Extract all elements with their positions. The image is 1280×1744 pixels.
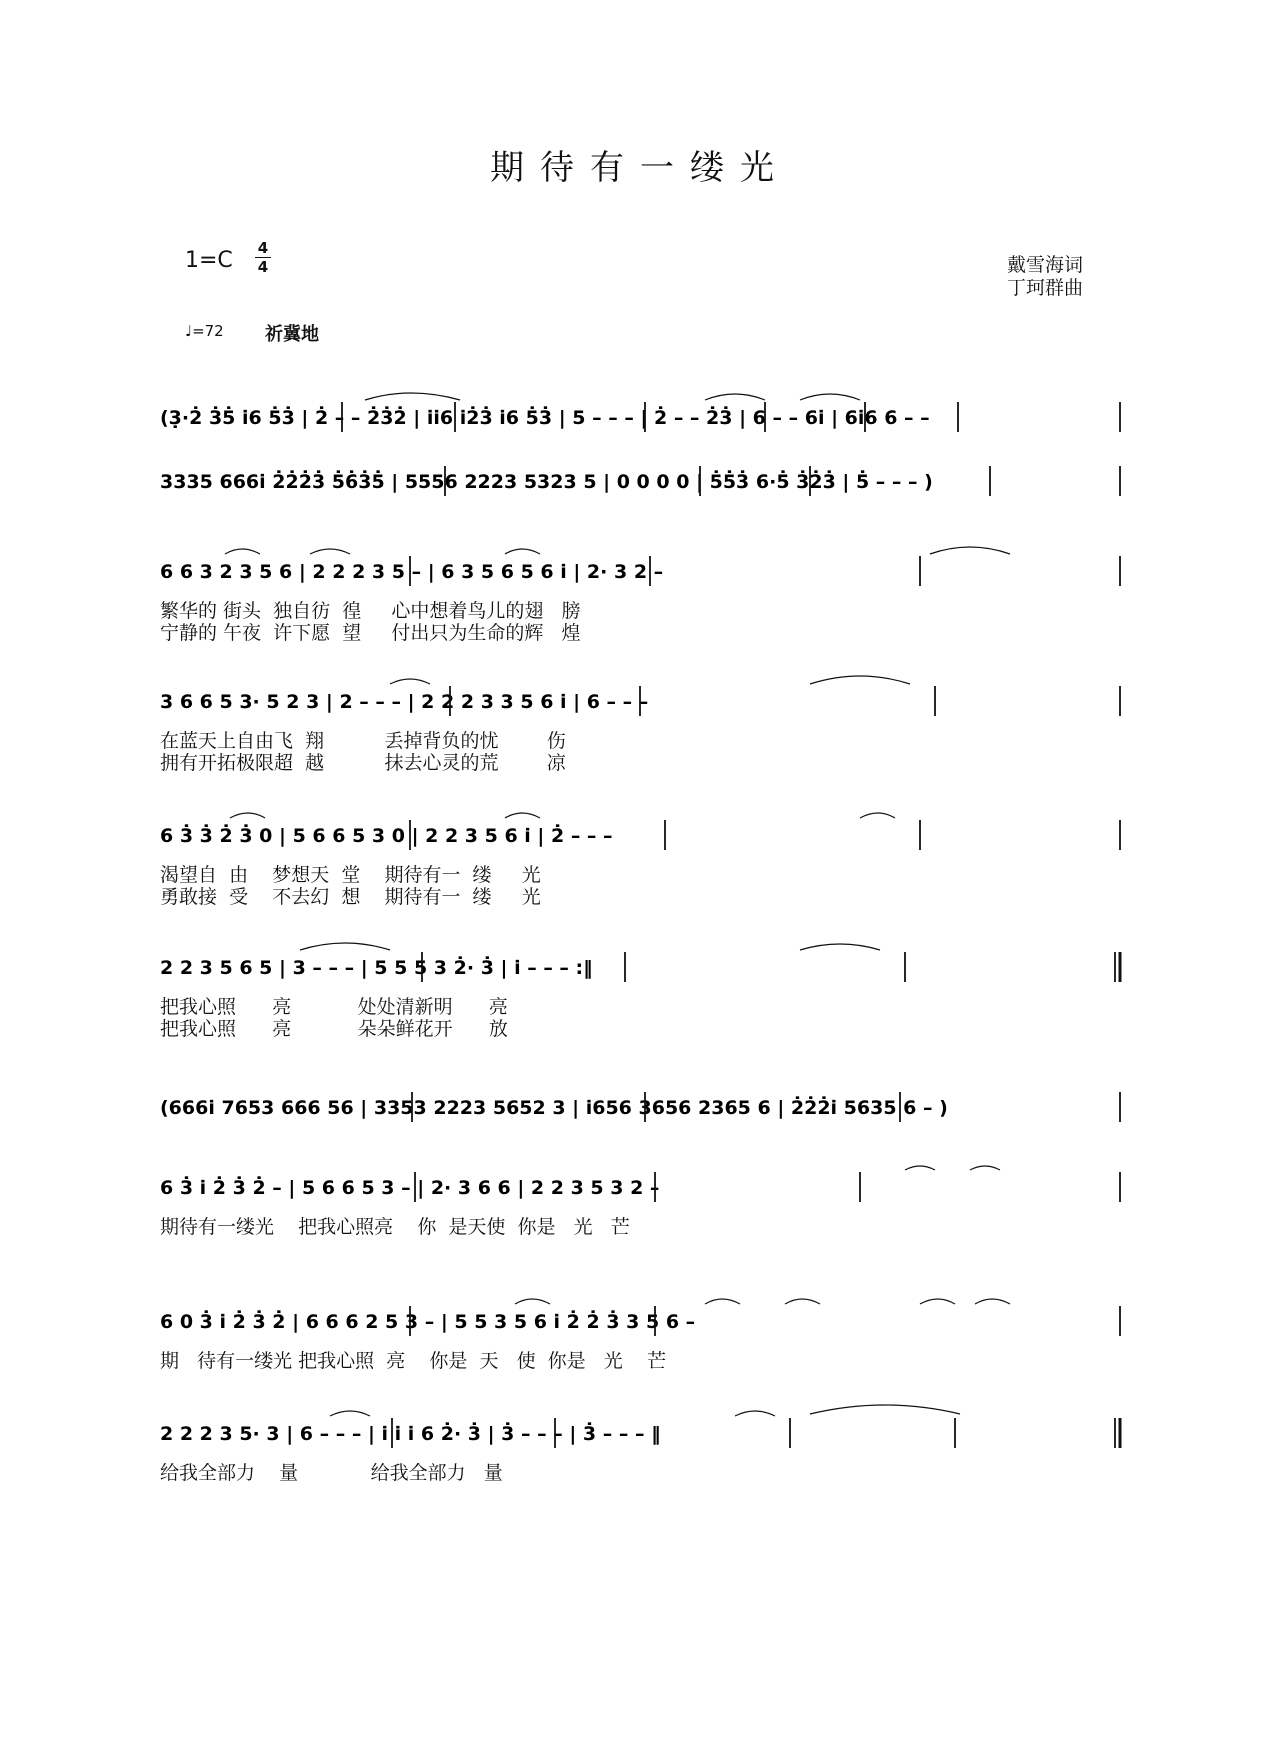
- notation-row-5-svg: [160, 820, 1120, 854]
- slur: [735, 1411, 775, 1416]
- slur: [365, 393, 460, 400]
- time-signature: [255, 240, 271, 275]
- time-signature-bottom: 4: [257, 258, 269, 276]
- notation-row-4-svg: [160, 686, 1120, 720]
- notation-row-4-text: 3 6 6 5 3· 5 2 3 | 2 – – – | 2 2 2 3 3 5 6 i̇ | 6 – – –: [160, 691, 649, 713]
- notation-row-4: [160, 686, 1120, 720]
- notation-row-3-svg: [160, 556, 1120, 590]
- lyric-line: 渴望自 由 梦想天 堂 期待有一 缕 光: [160, 864, 541, 886]
- lyric-line: 宁静的 午夜 许下愿 望 付出只为生命的辉 煌: [160, 622, 581, 644]
- slur: [930, 547, 1010, 554]
- notation-row-7-svg: [160, 1092, 1120, 1126]
- notation-row-3: [160, 556, 1120, 590]
- notation-row-9-text: 6 0 3̇ i̇ 2̇ 3̇ 2̇ | 6 6 6 2 5 3 – | 5 5 3 5 6 i̇ 2̇ 2̇ 3̇ 3 5 6 –: [160, 1311, 696, 1333]
- notation-row-9-svg: [160, 1306, 1120, 1340]
- notation-row-7-text: (666i̇ 7653 666 56 | 3353 2223 5652 3 | i̇656 3656 2365 6 | 2̇2̇2̇i̇ 5635 6 – ): [160, 1097, 948, 1119]
- lyric-line: 把我心照 亮 朵朵鲜花开 放: [160, 1018, 508, 1040]
- notation-row-10: [160, 1418, 1120, 1452]
- slur: [300, 943, 390, 950]
- lyric-line: 拥有开拓极限超 越 抹去心灵的荒 凉: [160, 752, 566, 774]
- notation-row-1-text: (3̣·2̇ 3̇5̇ i̇6 5̇3̇ | 2̇ – – 2̇3̇2̇ | i̇i̇6 i̇2̇3̇ i̇6 5̇3̇ | 5 – – – | 2̇ – – 2̇3̇ | 6 – – 6i̇ | 6i̇6 6 – –: [160, 407, 930, 429]
- slur: [785, 1299, 820, 1304]
- notation-row-9: [160, 1306, 1120, 1340]
- lyric-line: 给我全部力 量 给我全部力 量: [160, 1462, 503, 1484]
- lyric-line: 繁华的 街头 独自彷 徨 心中想着鸟儿的翅 膀: [160, 600, 581, 622]
- slur: [505, 549, 540, 554]
- slur: [390, 679, 430, 684]
- notation-row-6: [160, 952, 1120, 986]
- notation-row-8: [160, 1172, 1120, 1206]
- slur: [905, 1166, 935, 1170]
- song-title: 期待有一缕光: [490, 148, 790, 188]
- expression-mark: 祈冀地: [265, 324, 319, 345]
- notation-row-10-svg: [160, 1418, 1120, 1452]
- slur: [860, 813, 895, 818]
- tie: [810, 1405, 960, 1414]
- notation-row-2: [160, 466, 1120, 500]
- slur: [920, 1299, 955, 1304]
- lyric-line: 期 待有一缕光 把我心照 亮 你是 天 使 你是 光 芒: [160, 1350, 666, 1372]
- lyric-line: 期待有一缕光 把我心照亮 你 是天使 你是 光 芒: [160, 1216, 630, 1238]
- slur: [800, 944, 880, 950]
- notation-row-7: [160, 1092, 1120, 1126]
- notation-row-3-text: 6 6 3 2 3 5 6 | 2 2 2 3 5 – | 6 3 5 6 5 6 i̇ | 2· 3 2 –: [160, 561, 664, 583]
- slur: [970, 1166, 1000, 1170]
- lyricist-credit: 戴雪海词: [1006, 254, 1083, 276]
- slur: [225, 549, 260, 554]
- notation-row-2-text: 3335 666i̇ 2̇2̇2̇3̇ 5̇6̇3̇5̇ | 5556 2223 5323 5 | 0 0 0 0 | 5̇5̇3̇ 6·5̇ 3̇2̇3̇ | 5̇ – – – ): [160, 471, 933, 493]
- notation-row-2-svg: [160, 466, 1120, 500]
- slur: [230, 813, 265, 818]
- slur: [505, 813, 540, 818]
- slur: [800, 394, 860, 400]
- notation-row-1: [160, 402, 1120, 436]
- notation-row-8-svg: [160, 1172, 1120, 1206]
- lyric-line: 在蓝天上自由飞 翔 丢掉背负的忧 伤: [160, 730, 566, 752]
- lyric-line: 勇敢接 受 不去幻 想 期待有一 缕 光: [160, 886, 541, 908]
- slur: [330, 1411, 370, 1416]
- slur: [810, 676, 910, 684]
- notation-row-8-text: 6 3̇ i̇ 2̇ 3̇ 2̇ – | 5 6 6 5 3 – | 2· 3 6 6 | 2 2 3 5 3 2 –: [160, 1177, 660, 1199]
- notation-row-6-svg: [160, 952, 1120, 986]
- key-signature: 1=C: [185, 248, 233, 273]
- slur: [515, 1299, 550, 1304]
- slur: [310, 549, 350, 554]
- lyric-line: 把我心照 亮 处处清新明 亮: [160, 996, 508, 1018]
- tempo-mark: ♩=72: [185, 322, 224, 340]
- notation-row-10-text: 2 2 2 3 5· 3 | 6 – – – | i̇ i̇ i̇ 6 2̇· 3̇ | 3̇ – – – | 3̇ – – – ‖: [160, 1423, 661, 1445]
- slur: [705, 1299, 740, 1304]
- notation-row-1-svg: [160, 402, 1120, 436]
- notation-row-5-text: 6 3̇ 3̇ 2̇ 3̇ 0 | 5 6 6 5 3 0 | 2 2 3 5 6 i̇ | 2̇ – – –: [160, 825, 613, 847]
- notation-row-5: [160, 820, 1120, 854]
- slur: [705, 394, 765, 400]
- time-signature-top: 4: [257, 239, 269, 257]
- notation-row-6-text: 2 2 3 5 6 5 | 3 – – – | 5 5 5 3 2̇· 3̇ | i̇ – – – :‖: [160, 957, 593, 979]
- slur: [975, 1299, 1010, 1304]
- composer-credit: 丁珂群曲: [1006, 277, 1083, 299]
